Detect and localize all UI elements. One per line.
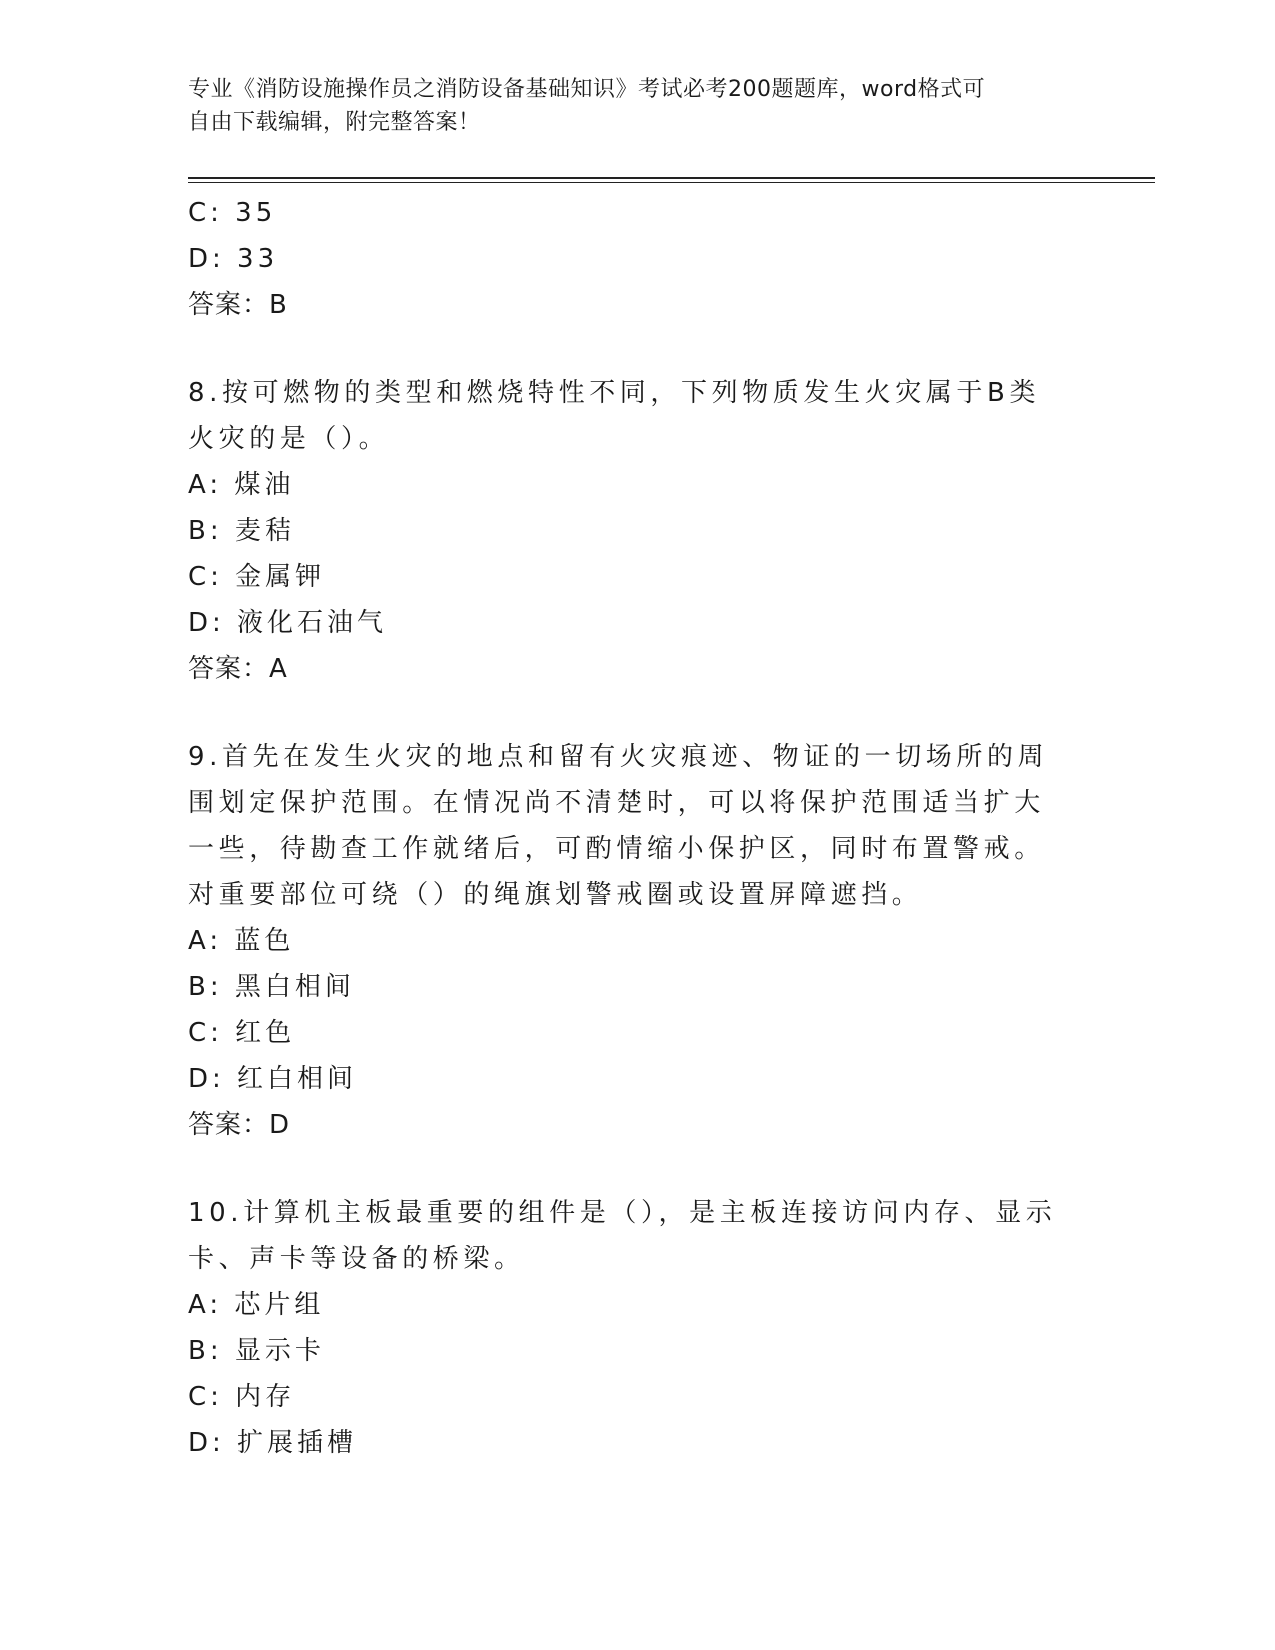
option-b: B: 黑白相间 <box>188 972 355 1002</box>
option-a: A: 芯片组 <box>188 1290 325 1320</box>
header-divider-thick <box>188 177 1155 179</box>
option-d: D: 红白相间 <box>188 1064 358 1094</box>
option-c: C: 35 <box>188 198 277 228</box>
option-c: C: 红色 <box>188 1018 296 1048</box>
header-divider-thin <box>188 182 1155 183</box>
question-text: 9.首先在发生火灾的地点和留有火灾痕迹、物证的一切场所的周围划定保护范围。在情况尚不清楚时，可以将保护范围适当扩大一些，待勘查工作就绪后，可酌情缩小保护区，同时布置警戒。对重要部位可绕（）的绳旗划警戒圈或设置屏障遮挡。 <box>188 742 1049 910</box>
answer-line: 答案：D <box>188 1110 291 1140</box>
question-content <box>188 190 1068 1466</box>
option-b: B: 显示卡 <box>188 1336 325 1366</box>
question-text: 8.按可燃物的类型和燃烧特性不同，下列物质发生火灾属于B类火灾的是（）。 <box>188 378 1041 454</box>
question-text: 10.计算机主板最重要的组件是（），是主板连接访问内存、显示卡、声卡等设备的桥梁。 <box>188 1198 1057 1274</box>
document-header <box>188 73 1068 139</box>
header-title-line-2: 自由下载编辑，附完整答案！ <box>188 110 481 135</box>
option-a: A: 煤油 <box>188 470 295 500</box>
option-d: D: 扩展插槽 <box>188 1428 358 1458</box>
option-d: D: 液化石油气 <box>188 608 388 638</box>
option-b: B: 麦秸 <box>188 516 295 546</box>
option-d: D: 33 <box>188 244 279 274</box>
question-9 <box>188 734 1068 1148</box>
question-8 <box>188 370 1068 692</box>
option-c: C: 内存 <box>188 1382 296 1412</box>
question-fragment <box>188 190 1068 328</box>
option-a: A: 蓝色 <box>188 926 295 956</box>
answer-line: 答案：B <box>188 290 288 320</box>
question-10 <box>188 1190 1068 1466</box>
option-c: C: 金属钾 <box>188 562 326 592</box>
answer-line: 答案：A <box>188 654 288 684</box>
header-title-line-1: 专业《消防设施操作员之消防设备基础知识》考试必考200题题库，word格式可 <box>188 77 986 102</box>
